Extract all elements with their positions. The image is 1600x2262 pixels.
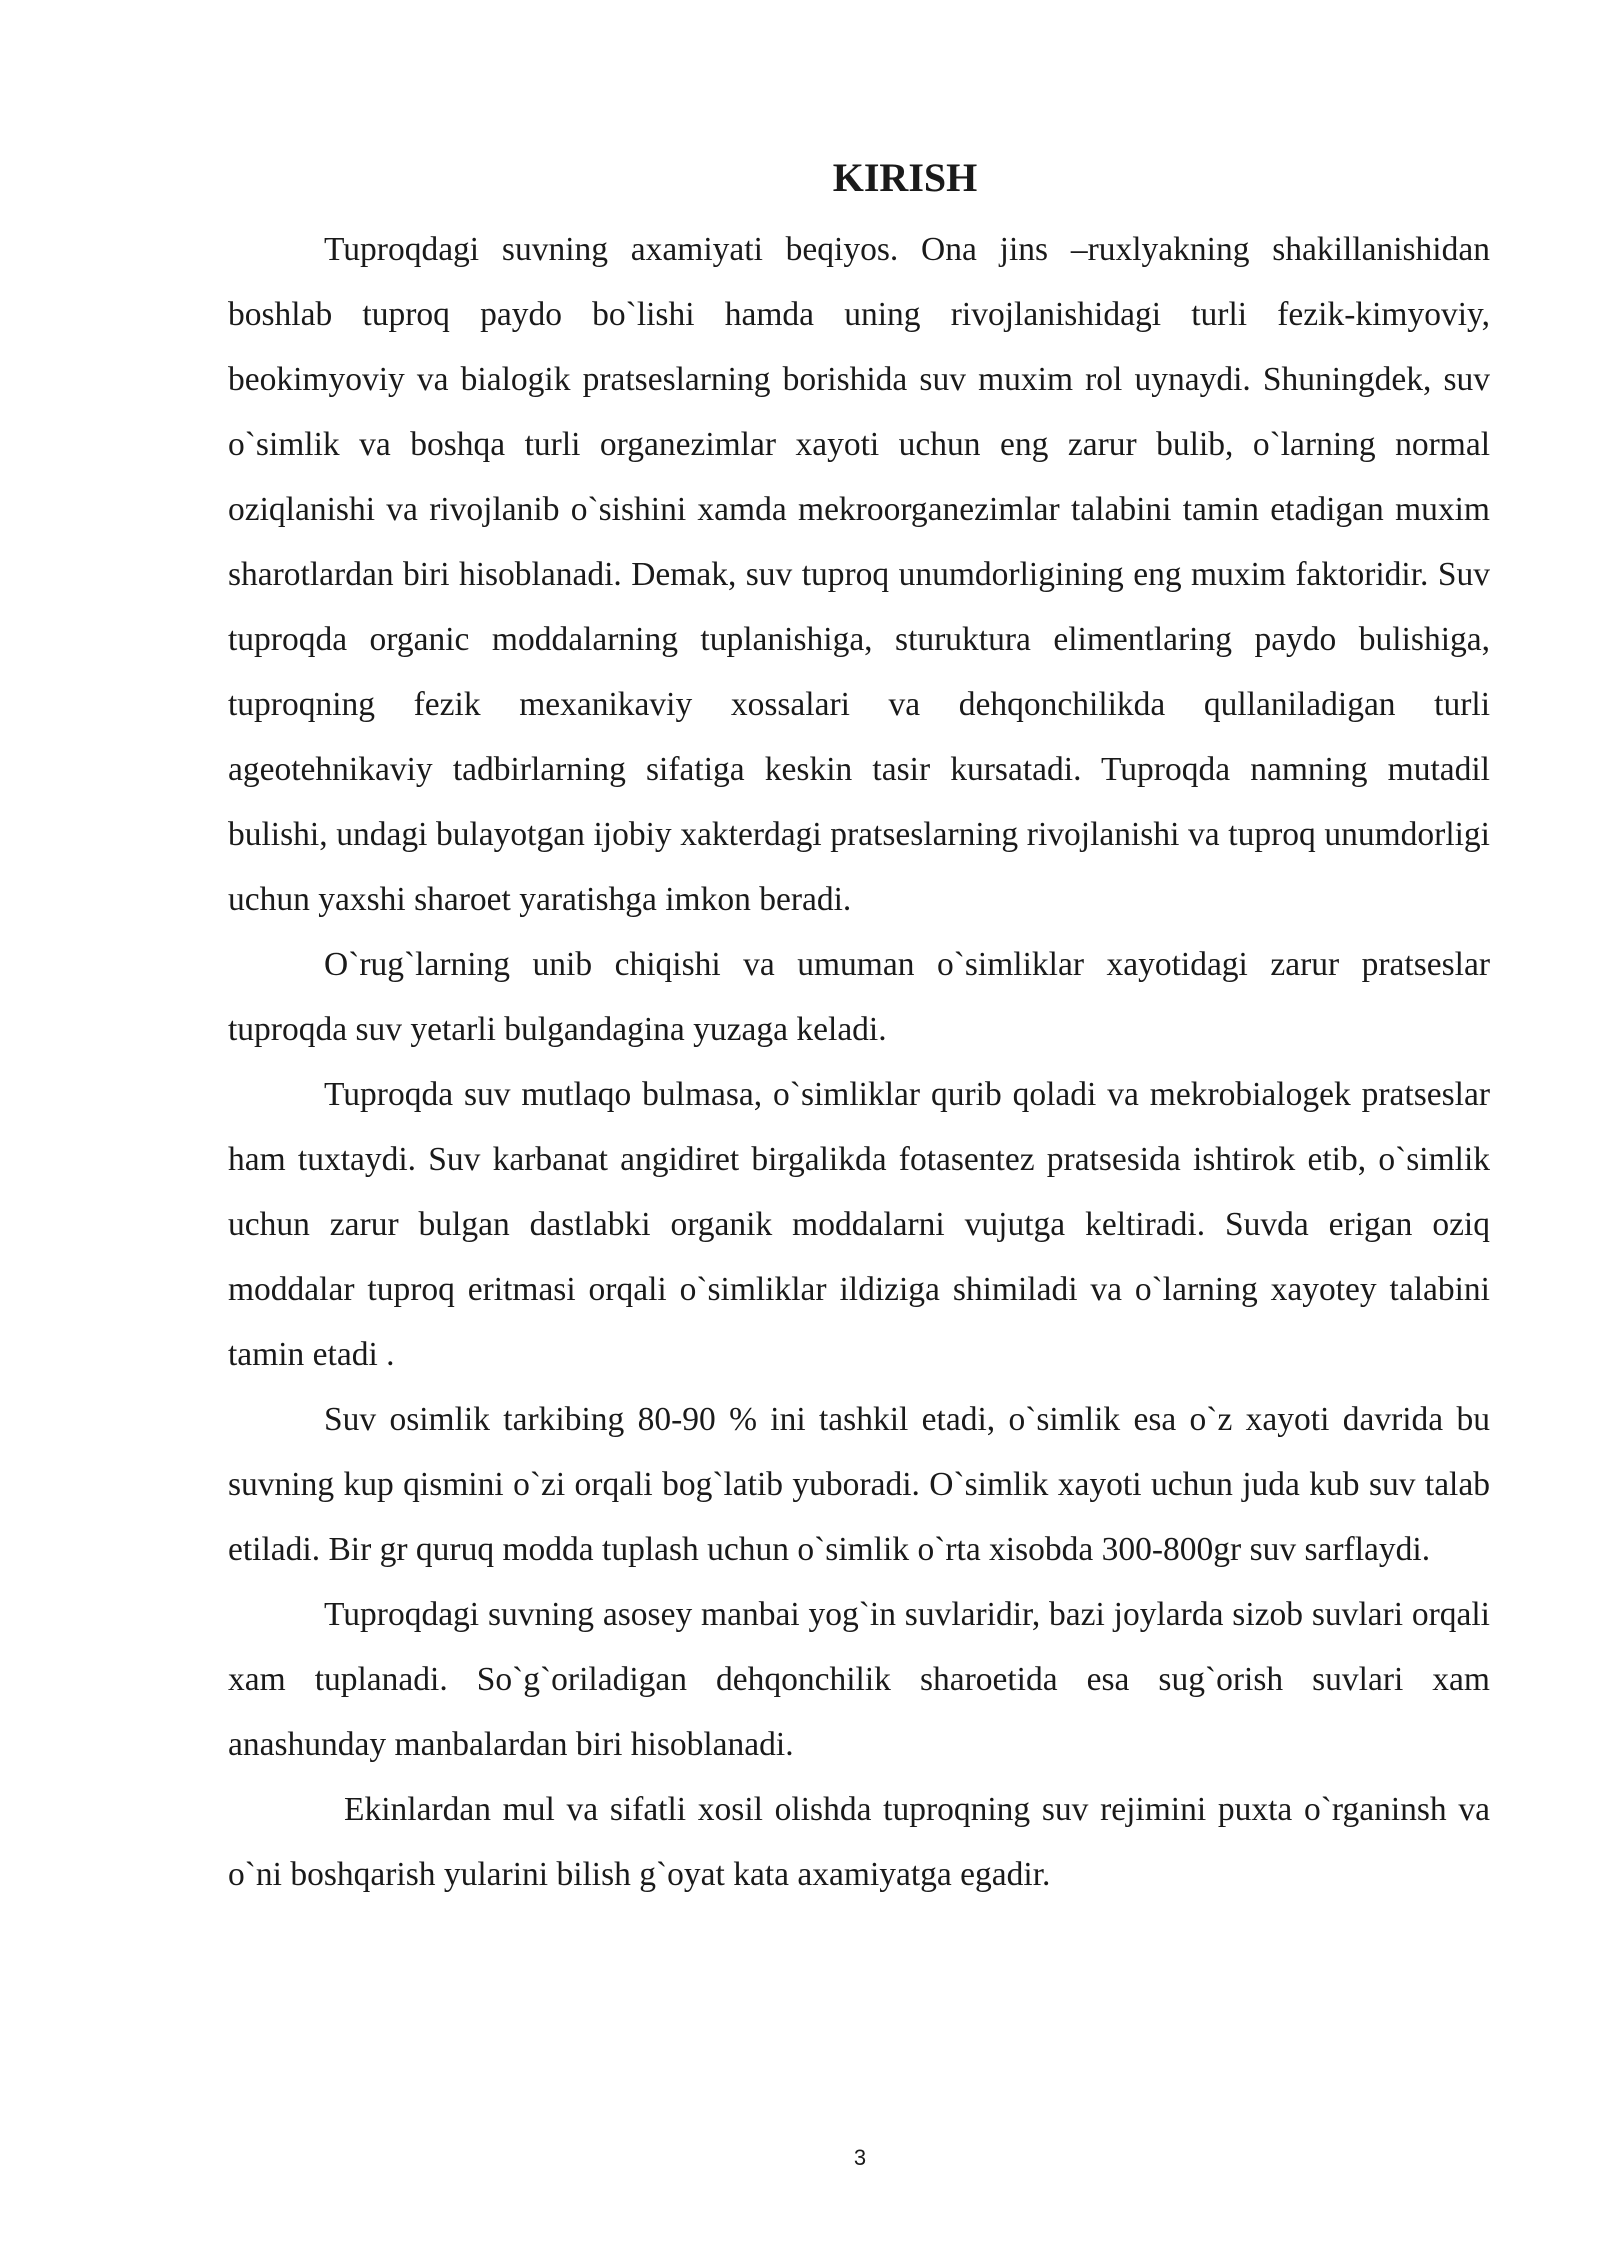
body-text bbox=[228, 217, 1490, 1907]
page-number: 3 bbox=[853, 2145, 867, 2170]
paragraph-plant-composition: Suv osimlik tarkibing 80-90 % ini tashkil etadi, o`simlik esa o`z xayoti davrida bu suvning kup qismini o`zi orqali bog`latib yuboradi. O`simlik xayoti uchun juda kub suv talab etiladi. Bir gr quruq modda tuplash uchun o`simlik o`rta xisobda 300-800gr suv sarflaydi. bbox=[228, 1401, 1490, 1568]
paragraph-water-absence: Tuproqda suv mutlaqo bulmasa, o`simliklar qurib qoladi va mekrobialogek pratseslar ham tuxtaydi. Suv karbanat angidiret birgalikda fotasentez pratsesida ishtirok etib, o`simlik uchun zarur bulgan dastlabki organik moddalarni vujutga keltiradi. Suvda erigan oziq moddalar tuproq eritmasi orqali o`simliklar ildiziga shimiladi va o`larning xayotey talabini tamin etadi . bbox=[228, 1076, 1490, 1373]
page-title: KIRISH bbox=[832, 155, 978, 200]
paragraph-conclusion: Ekinlardan mul va sifatli xosil olishda tuproqning suv rejimini puxta o`rganinsh va o`ni boshqarish yularini bilish g`oyat kata axamiyatga egadir. bbox=[228, 1791, 1490, 1893]
paragraph-water-sources: Tuproqdagi suvning asosey manbai yog`in suvlaridir, bazi joylarda sizob suvlari orqali xam tuplanadi. So`g`oriladigan dehqonchilik sharoetida esa sug`orish suvlari xam anashunday manbalardan biri hisoblanadi. bbox=[228, 1596, 1490, 1763]
paragraph-intro: Tuproqdagi suvning axamiyati beqiyos. Ona jins –ruxlyakning shakillanishidan boshlab tuproq paydo bo`lishi hamda uning rivojlanishidagi turli fezik-kimyoviy, beokimyoviy va bialogik pratseslarning borishida suv muxim rol uynaydi. Shuningdek, suv o`simlik va boshqa turli organezimlar xayoti uchun eng zarur bulib, o`larning normal oziqlanishi va rivojlanib o`sishini xamda mekroorganezimlar talabini tamin etadigan muxim sharotlardan biri hisoblanadi. Demak, suv tuproq unumdorligining eng muxim faktoridir. Suv tuproqda organic moddalarning tuplanishiga, sturuktura elimentlaring paydo bulishiga, tuproqning fezik mexanikaviy xossalari va dehqonchilikda qullaniladigan turli ageotehnikaviy tadbirlarning sifatiga keskin tasir kursatadi. Tuproqda namning mutadil bulishi, undagi bulayotgan ijobiy xakterdagi pratseslarning rivojlanishi va tuproq unumdorligi uchun yaxshi sharoet yaratishga imkon beradi. bbox=[228, 231, 1490, 918]
paragraph-seed-germination: O`rug`larning unib chiqishi va umuman o`simliklar xayotidagi zarur pratseslar tuproqda suv yetarli bulgandagina yuzaga keladi. bbox=[228, 946, 1490, 1048]
